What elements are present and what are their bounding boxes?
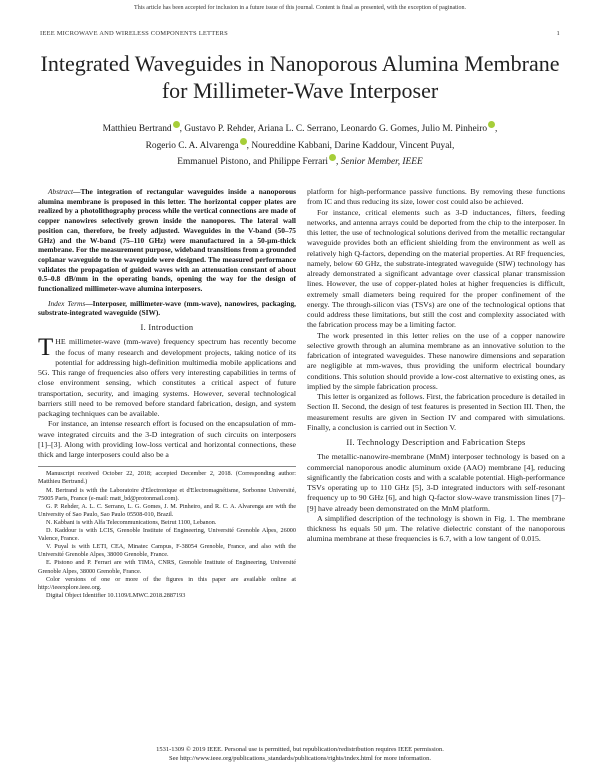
footnote: G. P. Rehder, A. L. C. Serrano, L. G. Gomes, J. M. Pinheiro, and R. C. A. Alvarenga are with the University of Sao Paulo, Sao Paulo 05508-010, Brazil. (38, 502, 296, 518)
tech-paragraph-1: The metallic-nanowire-membrane (MnM) interposer technology is based on a commercial nanoporous anodic aluminum oxide (AAO) membrane [4], reducing significantly the fabrication costs and with a scalable potential. High-performance TSVs operating up to 110 GHz [5], 3-D integrated inductors with self-resonant frequency up to 90 GHz [6], and high Q-factor slow-wave transmission lines [7]–[9] have already been demonstrated on the MnM platform. (307, 452, 565, 513)
intro-paragraph-1: THE millimeter-wave (mm-wave) frequency spectrum has recently become the focus of many research and development projects, taking notice of its potential for addressing high-definition multimedia mobile applications and 5G. This range of frequencies also offers very interesting capabilities in terms of close environment sensing, which constitutes a critical aspect of future transportation, security, and imaging systems. However, several technological barriers still need to be removed before standard fabrication, design, and system packaging techniques can be available. (38, 334, 296, 419)
journal-name: IEEE MICROWAVE AND WIRELESS COMPONENTS LETTERS (40, 30, 228, 37)
footnote: D. Kaddour is with LCIS, Grenoble Institute of Engineering, Université Grenoble Alpes, 26000 Valence, France. (38, 527, 296, 543)
section-heading-technology: II. Technology Description and Fabrication Steps (346, 438, 526, 447)
intro-paragraph-2: For instance, an intense research effort is focused on the encapsulation of mm-wave integrated circuits and the 3-D integration of such circuits on interposers [1]–[3]. Along with providing low-loss vertical and horizontal connections, these thick and large interposers could also be a (38, 419, 296, 460)
intro-paragraph-6: This letter is organized as follows. First, the fabrication procedure is detailed in Section II. Second, the design of test features is presented in Section III. Then, the measurement results are given in Section IV and compared with simulations. Finally, a conclusion is carried out in Section V. (307, 392, 565, 432)
orcid-icon[interactable] (240, 138, 247, 145)
paper-title: Integrated Waveguides in Nanoporous Alumina Membrane for Millimeter-Wave Interposer (40, 51, 560, 103)
member-grade: Senior Member, IEEE (340, 157, 423, 167)
index-terms-text: —Interposer, millimeter-wave (mm-wave), nanowires, packaging, substrate-integrated waveguide (SIW). (38, 298, 296, 318)
intro-paragraph-5: The work presented in this letter relies on the use of a copper nanowire selective growth through an alumina membrane as an innovative solution to the fabrication of integrated waveguides. These nanowire dimensions and separation are negligible at mm-waves, thus providing the uniform electrical boundary conditions. This solution should provide a low-cost alternative to existing ones, as implied by the simple fabrication process. (307, 330, 565, 391)
page-number: 1 (556, 30, 560, 37)
copyright-line: 1531-1309 © 2019 IEEE. Personal use is permitted, but republication/redistribution requires IEEE permission. (156, 746, 444, 753)
intro-paragraph-4: For instance, critical elements such as 3-D inductances, filters, feeding networks, and antenna arrays could be deported from the chip to the interposer. In this letter, the use of technological solutions derived from the metallic rectangular waveguide provides both an efficient shielding from the environment as well as relatively high Q-factors, depending on the material properties. At RF frequencies, namely, below 60 GHz, the substrate-integrated waveguide (SIW) technology has already demonstrated a significant advantage over classical planar transmission lines. However, the use of copper-plated holes at higher frequencies is difficult, extremely small diameters being required for the proper confinement of the energy. The through-silicon vias (TSVs) are one of the technological options that could address these limitations, but still the cost and complexity associated with the fabrication process may be a limiting factor. (307, 207, 565, 330)
rights-link[interactable]: See http://www.ieee.org/publications_standards/publications/rights/index.html for more information. (169, 755, 431, 762)
author-line-2: Rogerio C. A. Alvarenga , Noureddine Kabbani, Darine Kaddour, Vincent Puyal, (45, 138, 555, 155)
acceptance-notice: This article has been accepted for inclusion in a future issue of this journal. Content is final as presented, with the exception of pagination. (134, 5, 466, 11)
abstract-label: Abstract (48, 187, 74, 196)
author-line-3: Emmanuel Pistono, and Philippe Ferrari , Senior Member, IEEE (45, 154, 555, 171)
section-heading-introduction: I. Introduction (140, 323, 194, 333)
footnote: Color versions of one or more of the figures in this paper are available online at http://ieeexplore.ieee.org. (38, 575, 296, 591)
footnote: Manuscript received October 22, 2018; accepted December 2, 2018. (Corresponding author: Matthieu Bertrand.) (38, 470, 296, 486)
footnote: V. Puyal is with LETI, CEA, Minatec Campus, F-38054 Grenoble, France, and also with the Université Grenoble Alpes, 38000 Grenoble, France. (38, 543, 296, 559)
footnote: M. Bertrand is with the Laboratoire d'Electronique et d'Electromagnétisme, Sorbonne Université, 75005 Paris, France (e-mail: matt_bd@protonmail.com). (38, 486, 296, 502)
footnote: N. Kabbani is with Alfa Telecommunications, Beirut 1100, Lebanon. (46, 518, 217, 526)
orcid-icon[interactable] (329, 154, 336, 161)
index-terms-label: Index Terms (48, 298, 86, 308)
tech-paragraph-2: A simplified description of the technology is shown in Fig. 1. The membrane thickness hs equals 50 μm. The relative dielectric constant of the nanoporous alumina membrane at these frequencies is 6.7, with a low tangent of 0.015. (307, 513, 565, 544)
right-column (307, 187, 565, 545)
author-list (45, 121, 555, 171)
running-head (40, 30, 560, 37)
index-terms (38, 299, 296, 318)
author-line-1: Matthieu Bertrand , Gustavo P. Rehder, Ariana L. C. Serrano, Leonardo G. Gomes, Julio M. Pinheiro , (45, 121, 555, 138)
footnote: Digital Object Identifier 10.1109/LMWC.2018.2887193 (46, 591, 186, 599)
abstract (38, 187, 296, 294)
footnotes (38, 466, 296, 600)
copyright-notice (0, 745, 600, 763)
abstract-text: —The integration of rectangular waveguides inside a nanoporous alumina membrane is proposed in this letter. The horizontal copper plates are realized by a photolithography process while the vertical connections are made of copper nanowires selectively grown inside the nanopores. The lateral wall position can, therefore, be freely adjusted. Waveguides in the V-band (50–75 GHz) and the W-band (75–110 GHz) were manufactured in a 50-μm-thick membrane. For the measurement purpose, wideband transitions from a grounded coplanar waveguide to the waveguide were designed. The measured performance validates the propagation of guided waves with an attenuation constant of about 0.5–0.8 dB/mm in the operating bands, opening the way for the design of functionalized millimeter-wave alumina interposers. (38, 187, 296, 294)
intro-paragraph-3: platform for high-performance passive functions. By removing these functions from IC and thus reducing its size, lower cost could also be achieved. (307, 187, 565, 207)
drop-cap: T (38, 334, 54, 362)
orcid-icon[interactable] (488, 121, 495, 128)
left-column (38, 187, 296, 600)
orcid-icon[interactable] (173, 121, 180, 128)
footnote: E. Pistono and P. Ferrari are with TIMA, CNRS, Grenoble Institute of Engineering, Université Grenoble Alpes, 38000 Grenoble, France. (38, 559, 296, 575)
